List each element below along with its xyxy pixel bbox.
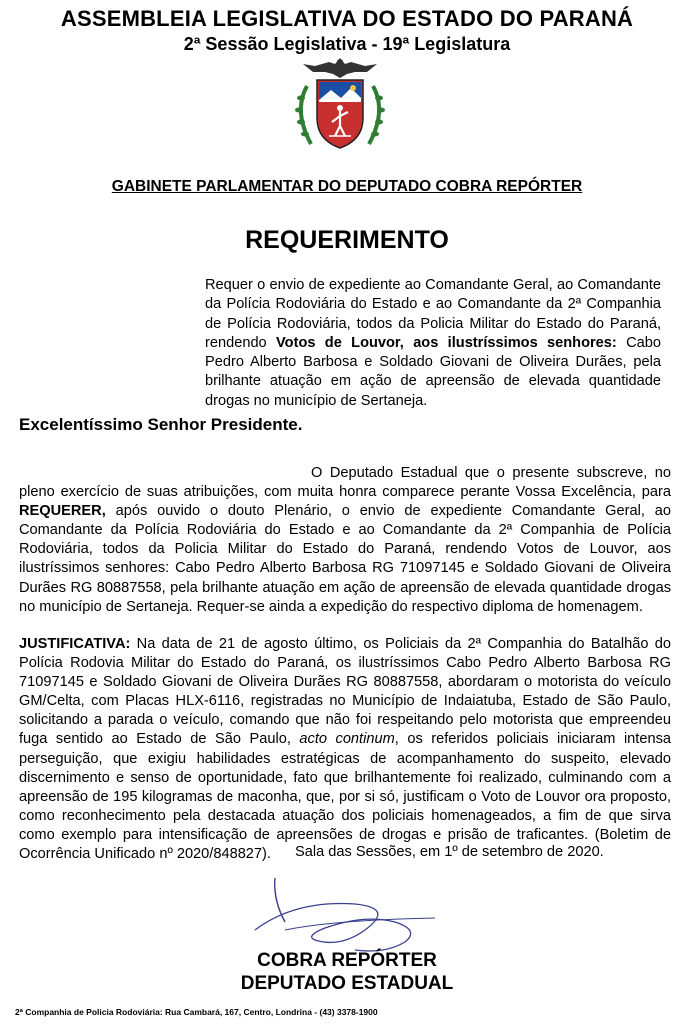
justification-text-2: , os referidos policiais iniciaram intensa perseguição, que exigiu habilidades estratégicas de acompanhamento do suspeito, elevado discernimento e senso de oportunidade, fato que brilhantemente foi realizado, culminando com a apreensão de 195 kilogramas de maconha, que, por si só, justificam o Voto de Louvor ora proposto, como reconhecimento pela destacada atuação dos policiais homenageados, a fim de que sirva como exemplo para intensificação de apreensões de drogas e prisão de traficantes. (Boletim de Ocorrência Unificado nº 2020/848827). — [19, 731, 671, 863]
footer-address: 2ª Companhia de Policia Rodoviária: Rua Cambará, 167, Centro, Londrina - (43) 3378-1900 — [15, 1007, 378, 1017]
assembly-title: ASSEMBLEIA LEGISLATIVA DO ESTADO DO PARANÁ — [60, 6, 634, 31]
handwritten-signature-icon — [245, 870, 455, 960]
justification-paragraph — [19, 635, 671, 864]
signatory-role: DEPUTADO ESTADUAL — [240, 973, 454, 994]
request-paragraph — [19, 464, 671, 617]
request-bold-text: REQUERER, — [19, 503, 106, 520]
justification-text-1: Na data de 21 de agosto último, os Policiais da 2ª Companhia do Batalhão do Polícia Rodovia Militar do Estado do Paraná, os ilustríssimos Cabo Pedro Alberto Barbosa RG 71097145 e Soldado Giovani de Oliveira Durães RG 80887558, abordaram o motorista do veículo GM/Celta, com Placas HLX-6116, registradas no Município de Indaiatuba, Estado de São Paulo, solicitando a parada o veículo, comando que não foi respeitando pelo motorista que empreendeu fuga sentido ao Estado de São Paulo, — [19, 636, 671, 748]
signatory-name: COBRA REPÓRTER — [257, 950, 437, 971]
document-title: REQUERIMENTO — [245, 226, 449, 254]
summary-paragraph — [205, 276, 661, 411]
request-text-1: O Deputado Estadual que o presente subscreve, no pleno exercício de suas atribuições, com muita honra comparece perante Vossa Excelência, para — [19, 465, 671, 501]
salutation: Excelentíssimo Senhor Presidente. — [19, 415, 303, 434]
summary-text-2: Cabo Pedro Alberto Barbosa e Soldado Giovani de Oliveira Durães, pela brilhante atuação em ação de apreensão de elevada quantidade drogas no município de Sertaneja. — [205, 334, 661, 409]
request-text-2: após ouvido o douto Plenário, o envio de expediente Comandante Geral, ao Comandante da Polícia Rodoviária do Estado e ao Comandante da 2ª Companhia de Polícia Rodoviária, todos da Policia Militar do Estado do Paraná, rendendo Votos de Louvor, aos ilustríssimos senhores: Cabo Pedro Alberto Barbosa RG 71097145 e Soldado Giovani de Oliveira Durães RG 80887558, pela brilhante atuação em ação de apreensão de elevada quantidade drogas no município de Sertaneja. Requer-se ainda a expedição do respectivo diploma de homenagem. — [19, 503, 671, 615]
session-subtitle: 2ª Sessão Legislativa - 19ª Legislatura — [183, 34, 511, 54]
justification-italic-text: acto continum — [299, 731, 395, 748]
parana-coat-of-arms-icon — [285, 56, 395, 156]
closing-date: Sala das Sessões, em 1º de setembro de 2020. — [295, 844, 604, 860]
summary-text-1: Requer o envio de expediente ao Comandante Geral, ao Comandante da Polícia Rodoviária do Estado e ao Comandante da 2ª Companhia de Polícia Rodoviária, todos da Policia Militar do Estado do Paraná, rendendo — [205, 277, 661, 351]
justification-label: JUSTIFICATIVA: — [19, 636, 131, 652]
summary-bold-text: Votos de Louvor, aos ilustríssimos senhores: — [276, 334, 617, 351]
cabinet-heading: GABINETE PARLAMENTAR DO DEPUTADO COBRA REPÓRTER — [111, 178, 583, 195]
